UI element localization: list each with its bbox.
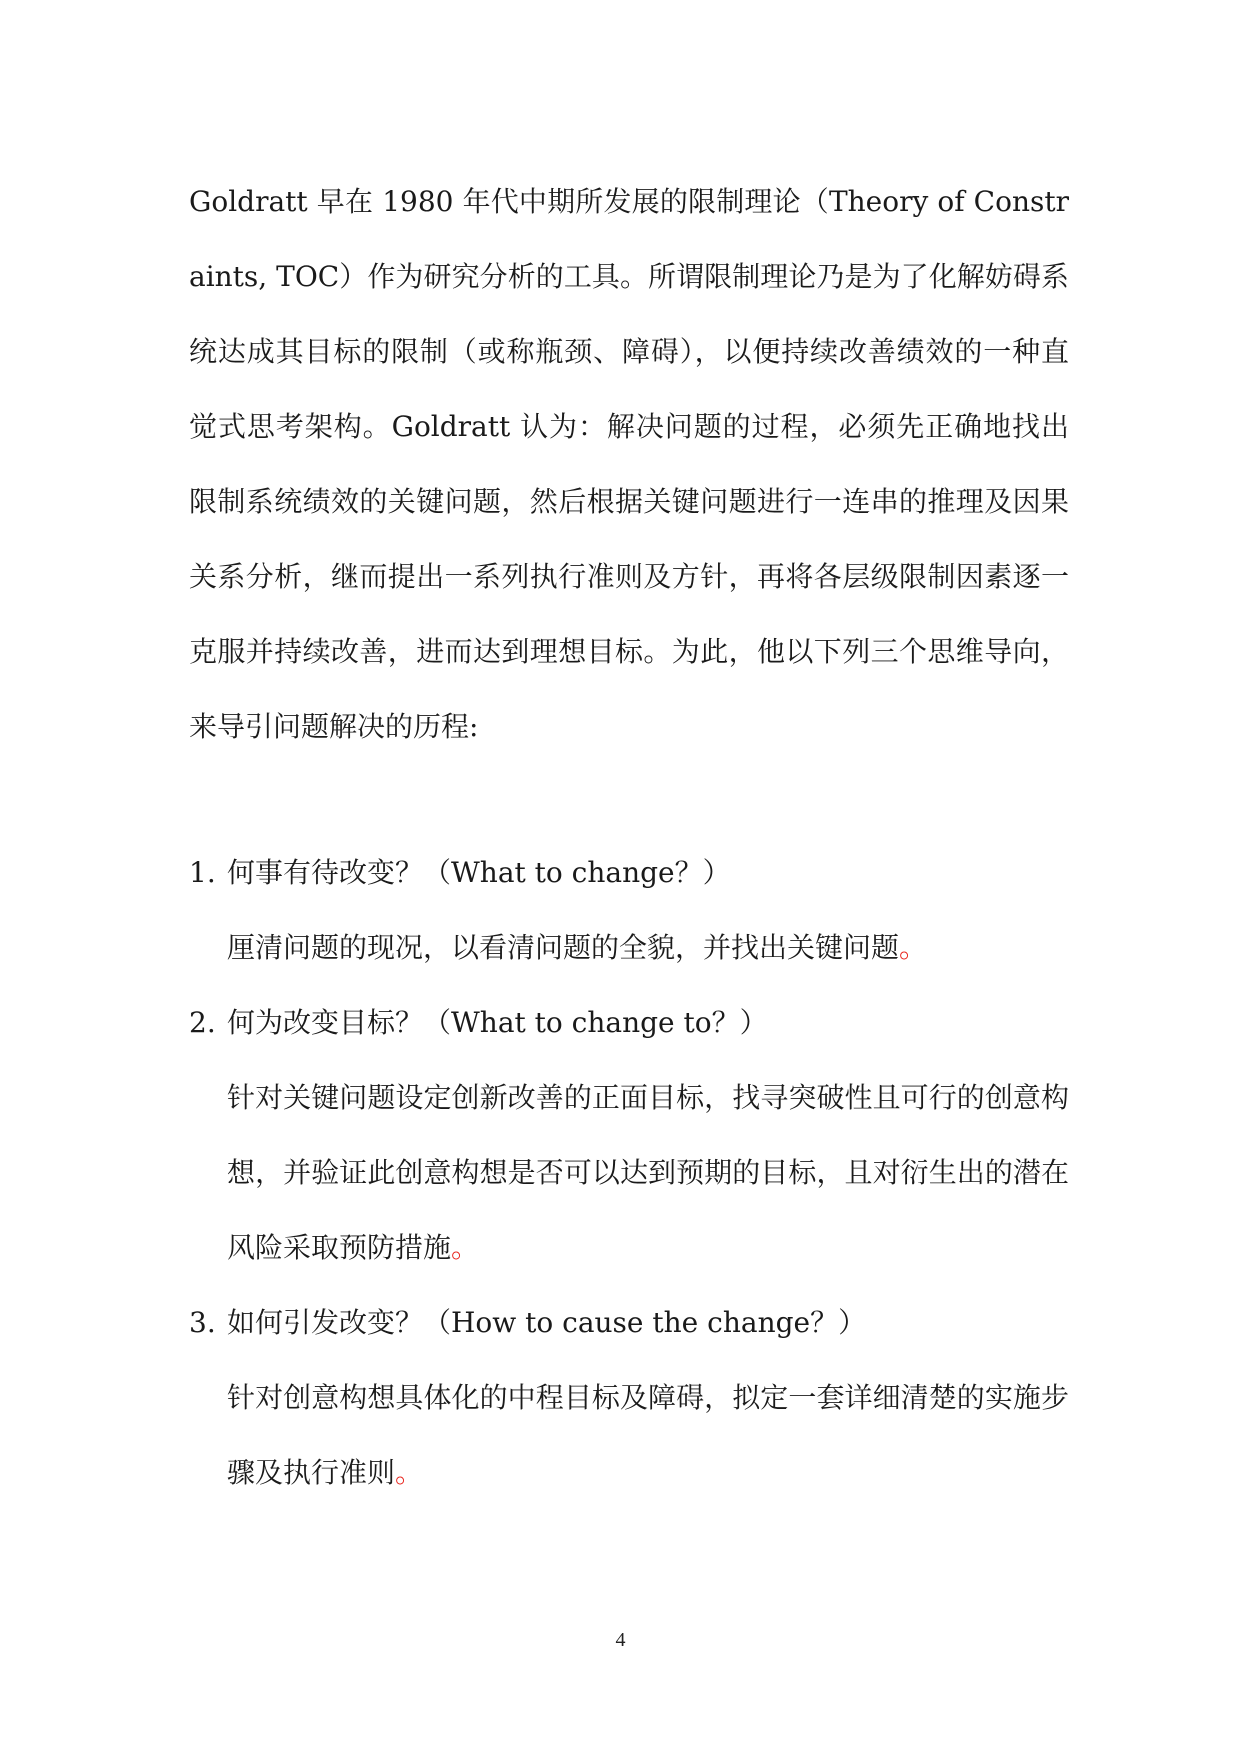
item-number: 2.: [189, 1006, 216, 1039]
intro-paragraph: Goldratt 早在 1980 年代中期所发展的限制理论（Theory of Constraints, TOC）作为研究分析的工具。所谓限制理论乃是为了化解妨碍系统达成其目标的限制（或称瓶颈、障碍），以便持续改善绩效的一种直觉式思考架构。Goldratt 认为：解决问题的过程，必须先正确地找出限制系统绩效的关键问题，然后根据关键问题进行一连串的推理及因果关系分析，继而提出一系列执行准则及方针，再将各层级限制因素逐一克服并持续改善，进而达到理想目标。为此，他以下列三个思维导向，来导引问题解决的历程:: [189, 185, 1069, 743]
item-number: 3.: [189, 1306, 216, 1339]
item-heading: [189, 1285, 1069, 1360]
item-body: [227, 1360, 1069, 1510]
item-heading-text: 何事有待改变？（What to change？）: [227, 856, 731, 889]
page-number: 4: [615, 1629, 626, 1651]
list-item: [189, 985, 1069, 1285]
item-body-text: 针对关键问题设定创新改善的正面目标，找寻突破性且可行的创意构想，并验证此创意构想是否可以达到预期的目标，且对衍生出的潜在风险采取预防措施: [227, 1081, 1069, 1264]
item-number: 1.: [189, 856, 216, 889]
red-period-mark: 。: [899, 931, 928, 964]
red-period-mark: 。: [395, 1456, 424, 1489]
item-body-text: 针对创意构想具体化的中程目标及障碍，拟定一套详细清楚的实施步骤及执行准则: [227, 1381, 1069, 1489]
item-body-text: 厘清问题的现况，以看清问题的全貌，并找出关键问题: [227, 931, 900, 964]
item-heading: [189, 835, 1069, 910]
list-item: [189, 835, 1069, 985]
red-period-mark: 。: [451, 1231, 480, 1264]
item-body: [227, 910, 1069, 985]
item-heading: [189, 985, 1069, 1060]
item-heading-text: 何为改变目标？（What to change to？）: [227, 1006, 768, 1039]
item-heading-text: 如何引发改变？（How to cause the change？）: [227, 1306, 867, 1339]
list-item: [189, 1285, 1069, 1510]
item-body: [227, 1060, 1069, 1285]
thinking-steps-list: [189, 835, 1069, 1510]
